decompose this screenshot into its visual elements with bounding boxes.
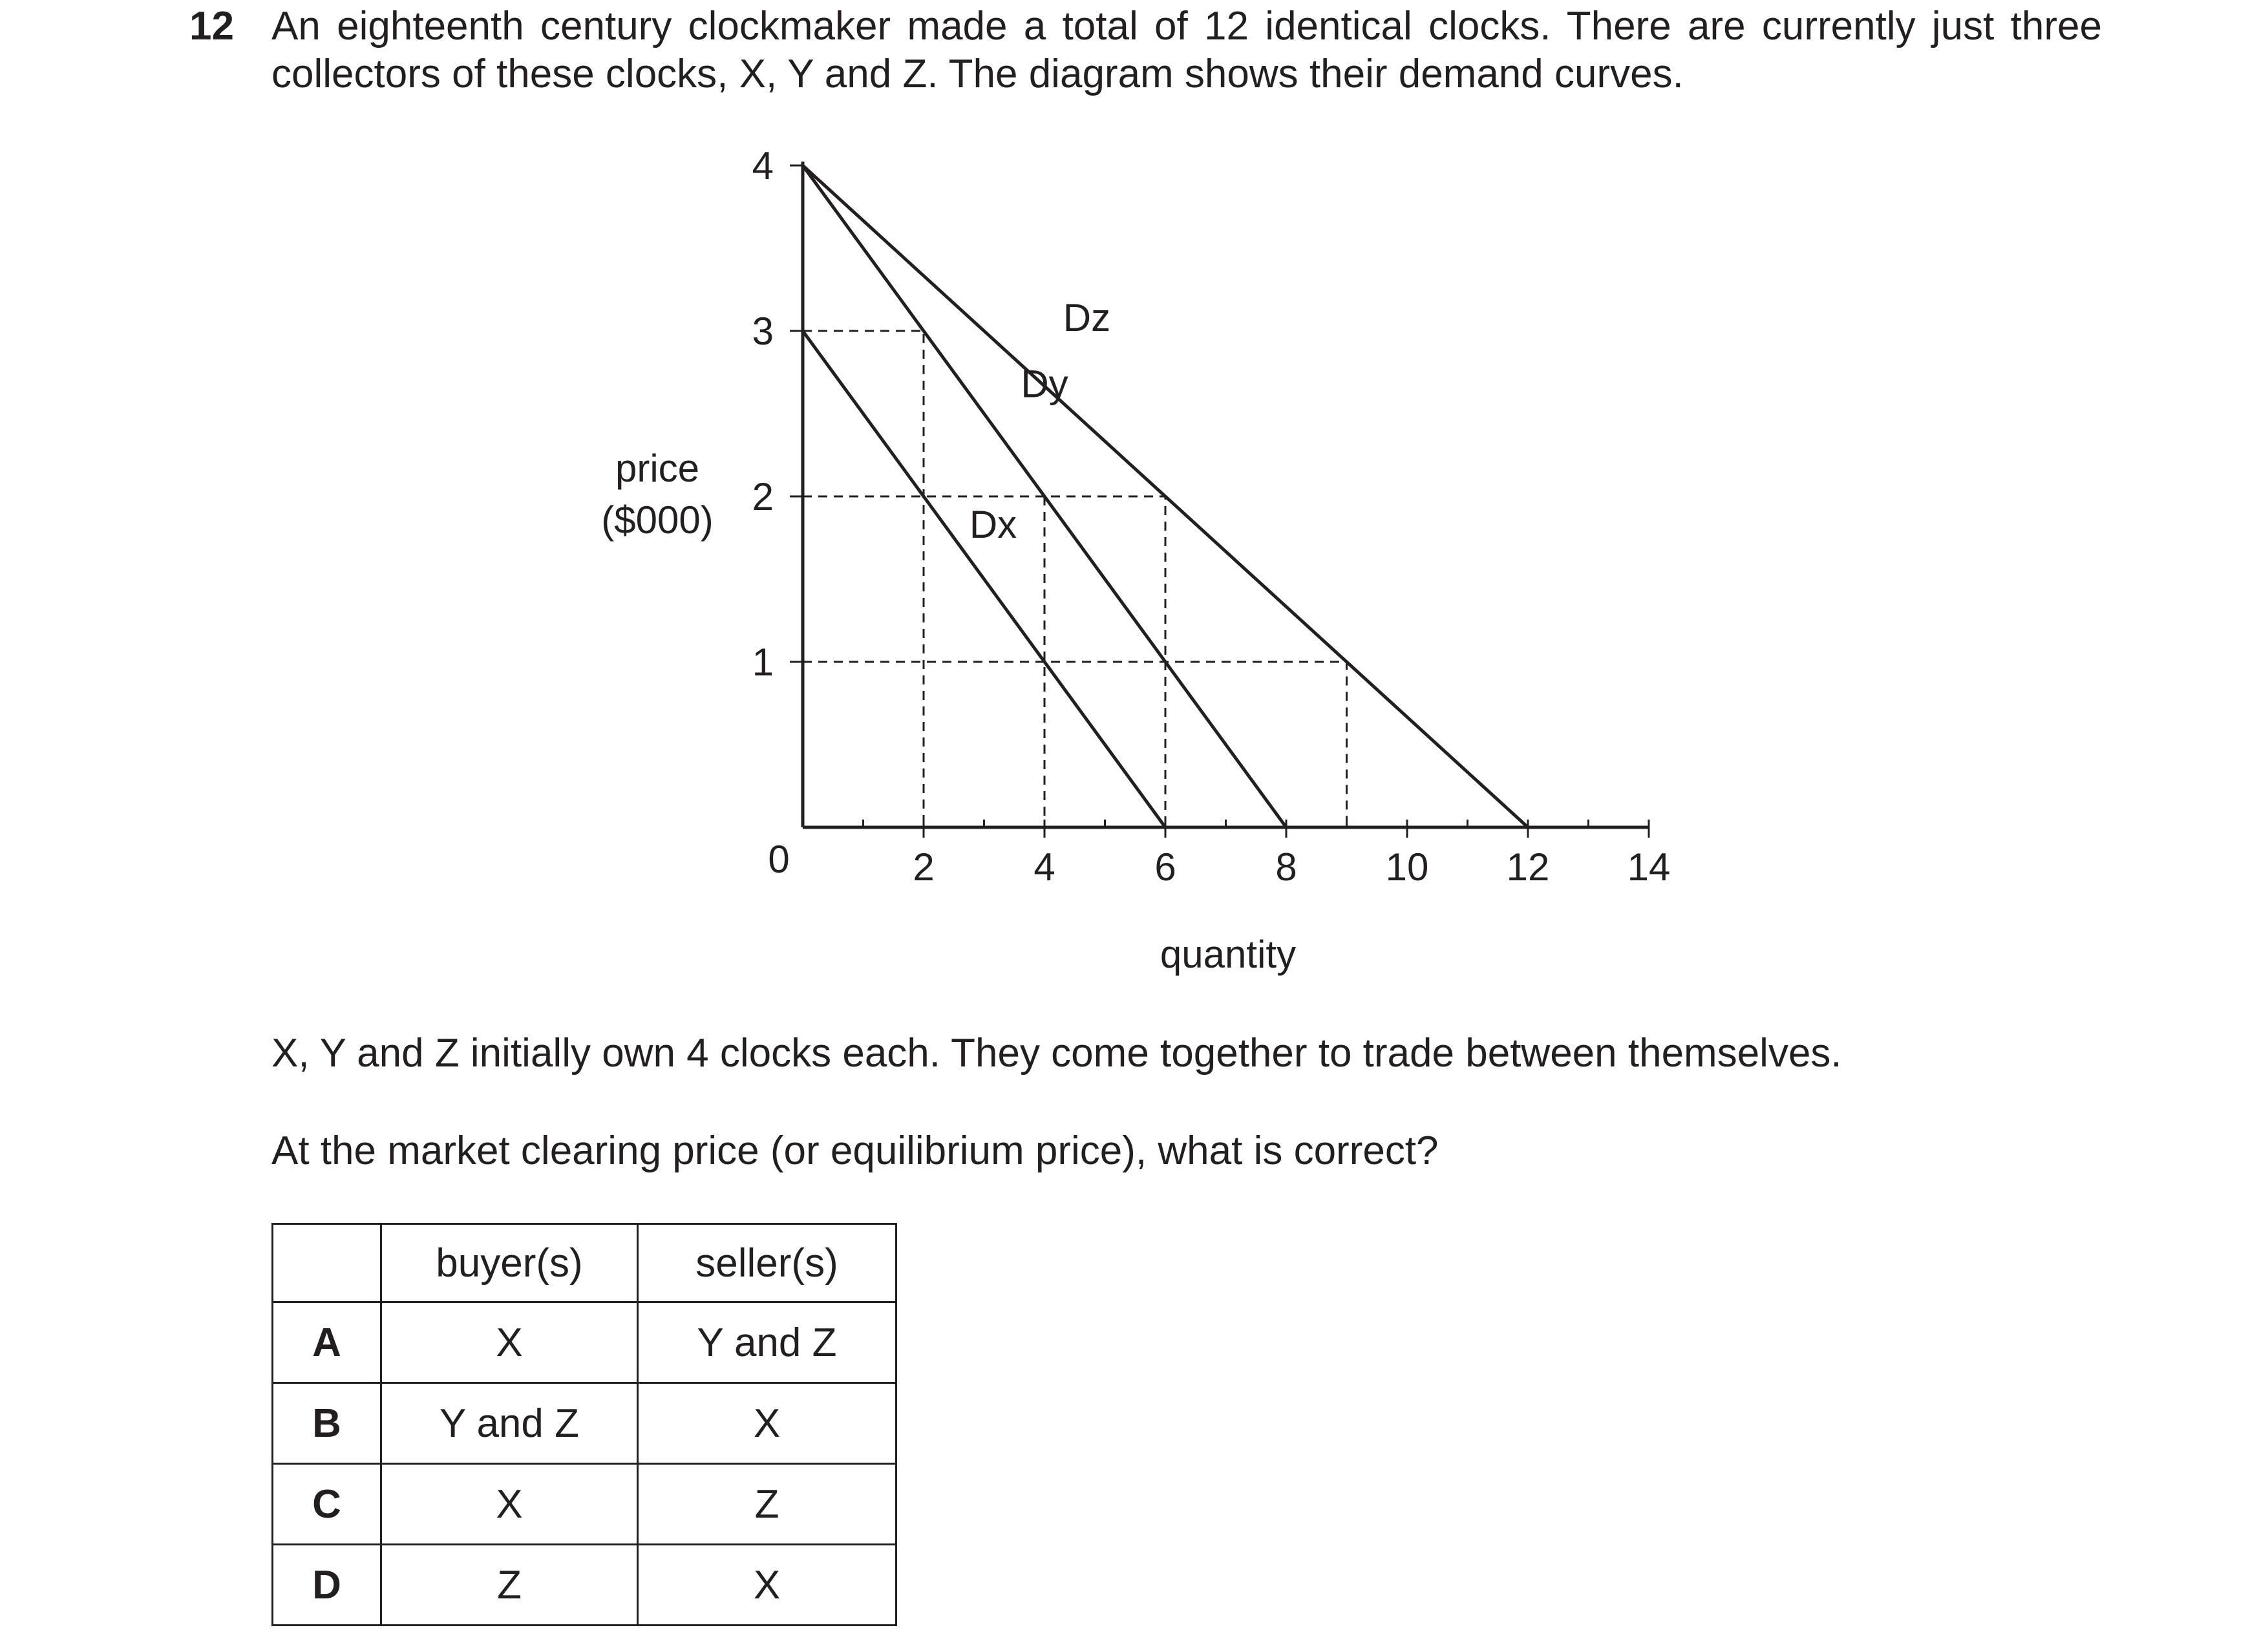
question-number: 12 [189, 4, 234, 48]
option-buyer: X [381, 1302, 638, 1383]
curve-label-dx: Dx [969, 503, 1017, 546]
axis-tick-labels [752, 144, 1671, 889]
option-seller: Z [638, 1464, 896, 1545]
question-text: An eighteenth century clockmaker made a total of 12 identical clocks. There are currently just three collectors of these clocks, X, Y and Z. The diagram shows their demand curves. [271, 4, 2102, 96]
curve-label-dz: Dz [1063, 296, 1111, 339]
y-axis-label-line1: price [615, 447, 700, 490]
y-axis-label-line2: ($000) [601, 498, 714, 542]
header-sellers: seller(s) [638, 1224, 896, 1302]
option-key: C [273, 1464, 381, 1545]
y-tick-label: 3 [752, 310, 774, 353]
option-row-d[interactable] [273, 1545, 896, 1626]
option-buyer: Z [381, 1545, 638, 1626]
origin-label: 0 [768, 838, 790, 881]
option-key: D [273, 1545, 381, 1626]
curve-label-dy: Dy [1021, 362, 1068, 406]
y-tick-label: 2 [752, 475, 774, 518]
dashed-guide-line-1 [803, 331, 924, 827]
paragraph-initial-ownership: X, Y and Z initially own 4 clocks each. They come together to trade between themselves. [271, 1031, 1842, 1076]
answer-options-table [271, 1223, 897, 1626]
demand-curve-dx [803, 331, 1165, 827]
option-buyer: Y and Z [381, 1383, 638, 1464]
option-row-a[interactable] [273, 1302, 896, 1383]
x-tick-label: 4 [1033, 845, 1055, 889]
x-axis-label: quantity [1160, 933, 1297, 976]
x-tick-label: 2 [913, 845, 935, 889]
y-tick-label: 1 [752, 641, 774, 684]
option-row-b[interactable] [273, 1383, 896, 1464]
option-buyer: X [381, 1464, 638, 1545]
table-header-row [273, 1224, 896, 1302]
option-key: A [273, 1302, 381, 1383]
header-buyers: buyer(s) [381, 1224, 638, 1302]
x-tick-label: 10 [1385, 845, 1429, 889]
dashed-guide-lines [803, 331, 1347, 827]
option-seller: X [638, 1545, 896, 1626]
x-tick-label: 8 [1275, 845, 1297, 889]
option-seller: Y and Z [638, 1302, 896, 1383]
dashed-guide-line-3 [803, 662, 1347, 827]
paragraph-question-prompt: At the market clearing price (or equilibrium price), what is correct? [271, 1129, 1439, 1173]
demand-curve-dy [803, 165, 1286, 827]
x-tick-label: 14 [1627, 845, 1671, 889]
y-tick-label: 4 [752, 144, 774, 187]
option-key: B [273, 1383, 381, 1464]
option-seller: X [638, 1383, 896, 1464]
x-tick-label: 12 [1506, 845, 1550, 889]
x-tick-label: 6 [1154, 845, 1176, 889]
header-blank [273, 1224, 381, 1302]
option-row-c[interactable] [273, 1464, 896, 1545]
